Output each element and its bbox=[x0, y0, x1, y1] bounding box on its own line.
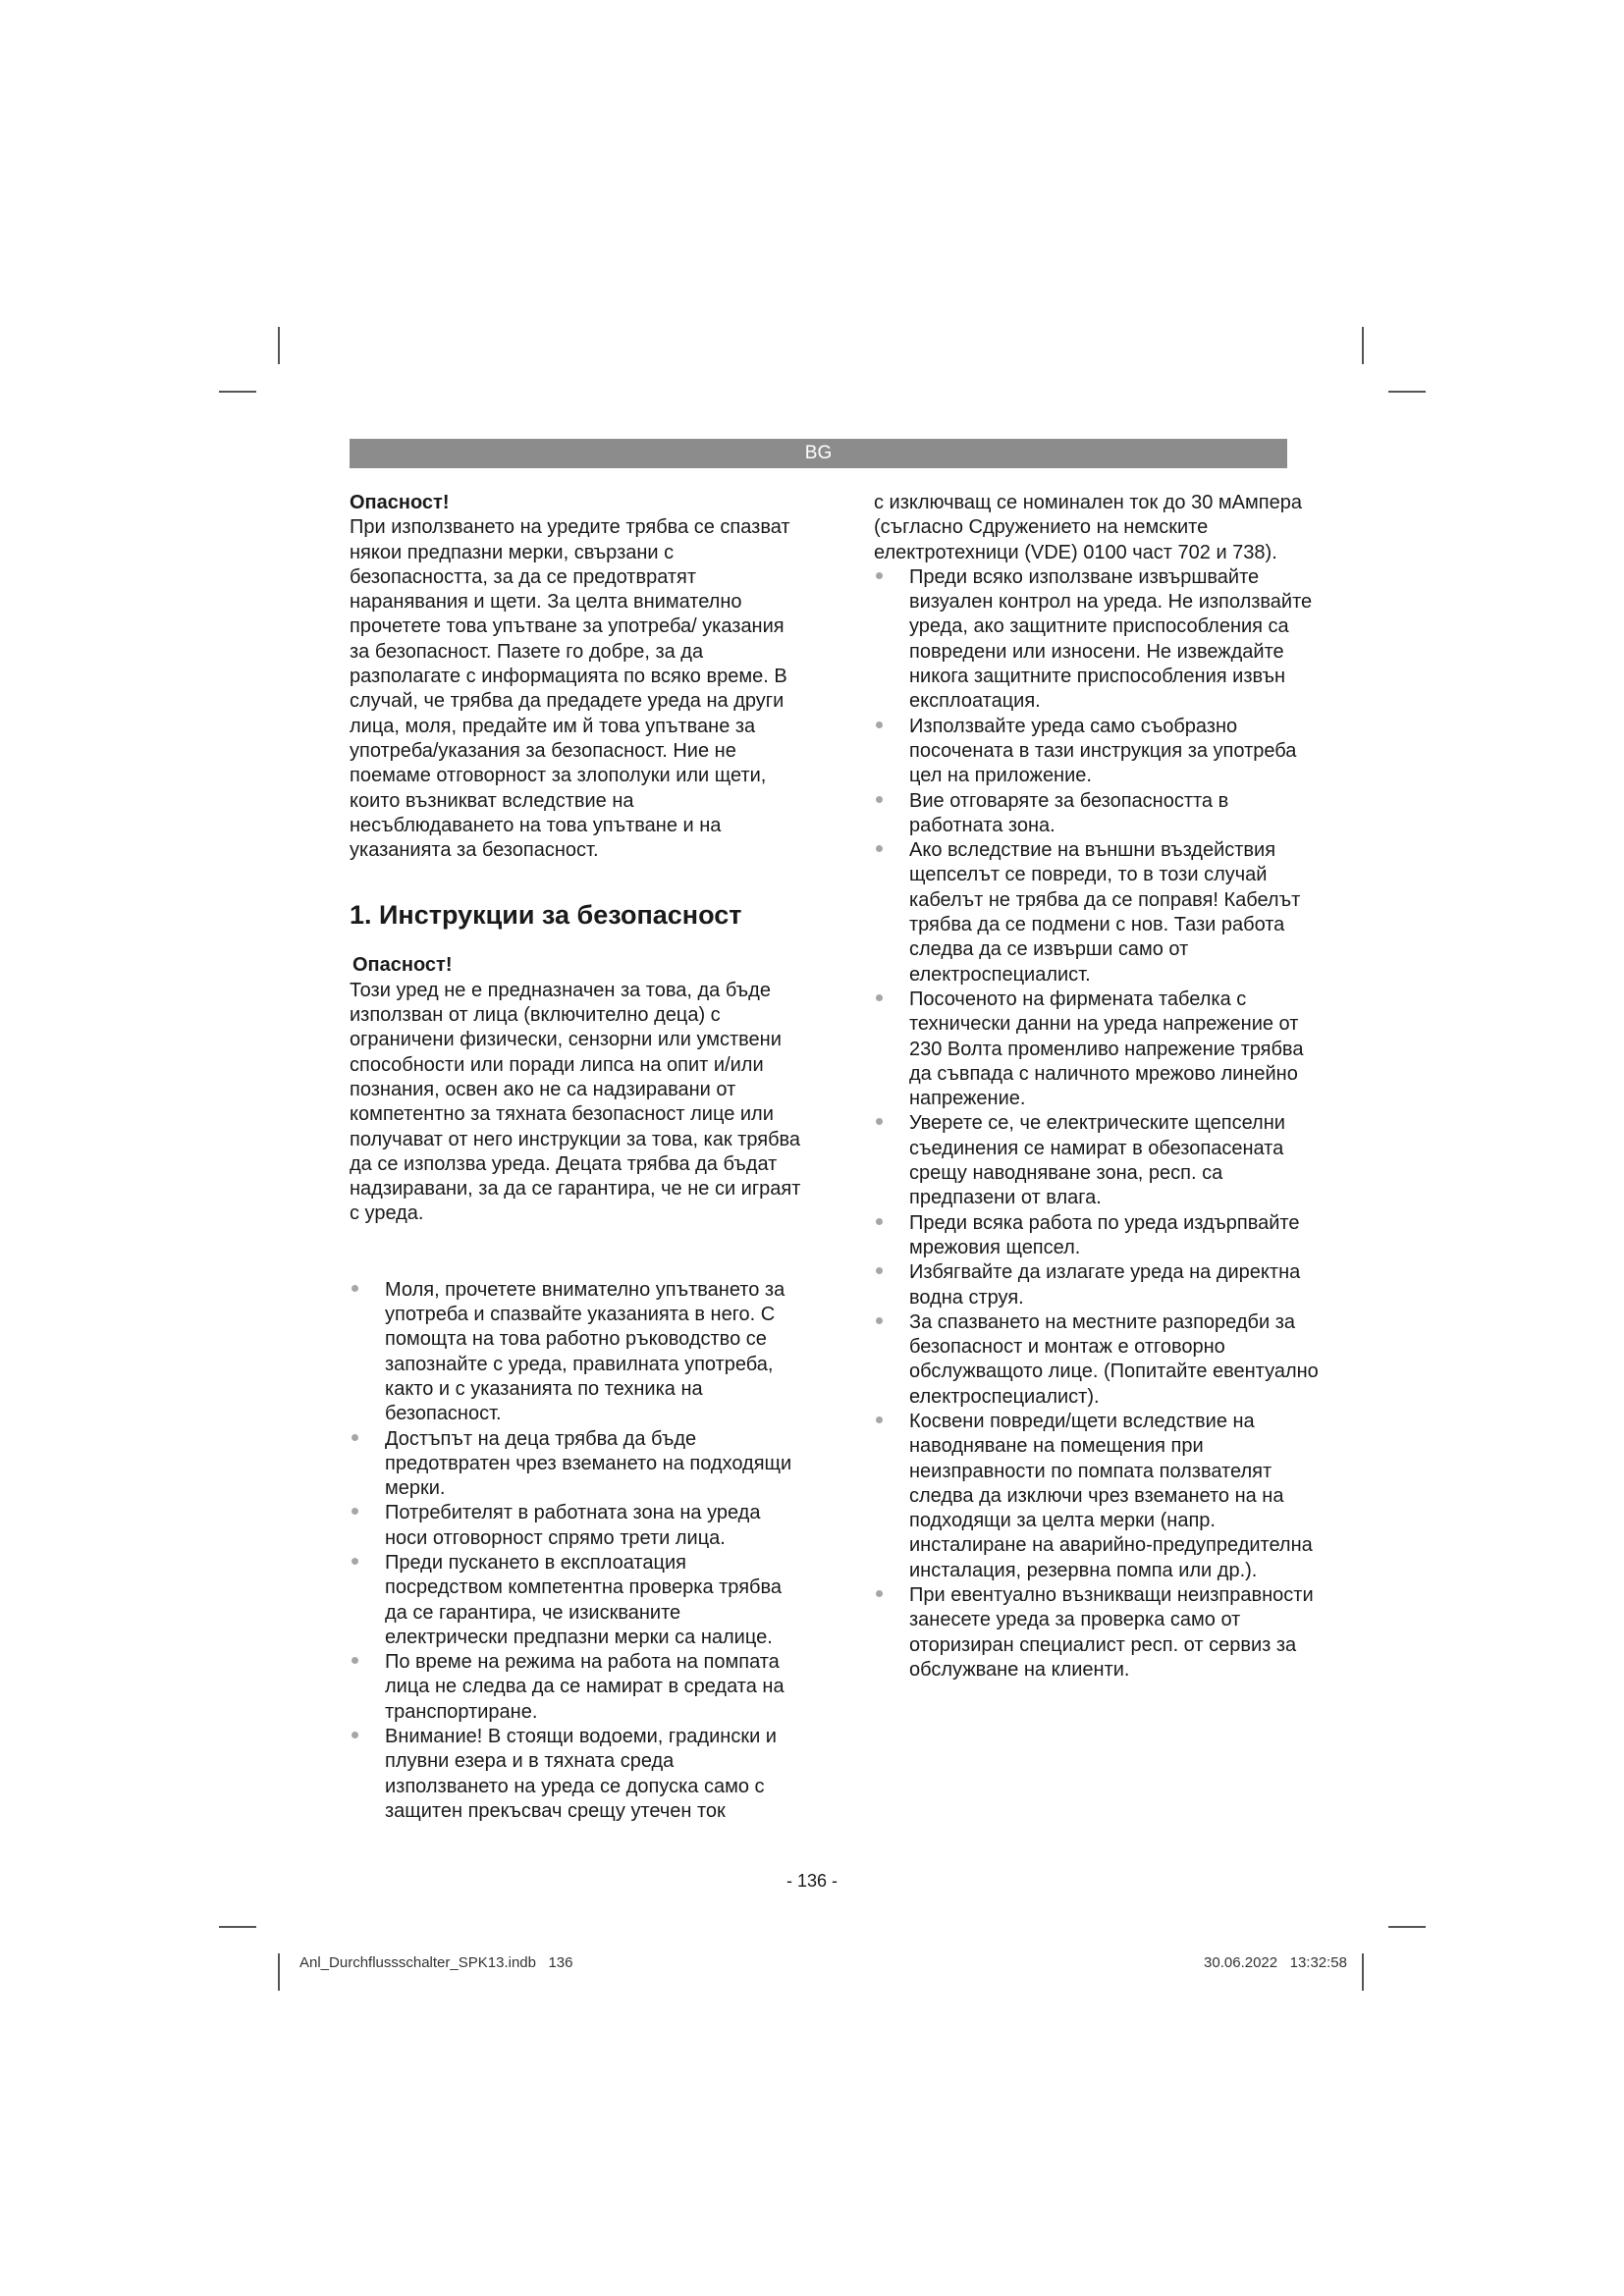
list-item: Посоченото на фирмената табелка с технически данни на уреда напрежение от 230 Волта променливо напрежение трябва да съвпада с наличното мрежово линейно напрежение. bbox=[874, 988, 1326, 1111]
warning-text: Този уред не е предназначен за това, да бъде използван от лица (включително деца) с ограничени физически, сензорни или умствени способности или поради липса на опит и/или познания, освен ако не са надзиравани от компетентно за тяхната безопасност лице или получават от него инструкции за това, как трябва да се използва уреда. Децата трябва да бъдат надзиравани, за да се гарантира, че не си играят с уреда. bbox=[350, 979, 801, 1225]
warning-text: При използването на уредите трябва се спазват някои предпазни мерки, свързани с безопасността, за да се предотвратят наранявания и щети. За целта внимателно прочетете това упътване за употреба/ указания за безопасност. Пазете го добре, за да разполагате с информацията по всяко време. В случай, че трябва да предадете уреда на други лица, моля, предайте им й това упътване за употреба/указания за безопасност. Ние не поемаме отговорност за злополуки или щети, които възникват вследствие на несъблюдаването на това упътване и на указанията за безопасност. bbox=[350, 516, 790, 862]
crop-mark bbox=[278, 327, 280, 364]
list-item: Потребителят в работната зона на уреда носи отговорност спрямо трети лица. bbox=[350, 1501, 801, 1551]
list-item: Използвайте уреда само съобразно посочената в тази инструкция за употреба цел на приложение. bbox=[874, 715, 1326, 789]
list-item: За спазването на местните разпоредби за безопасност и монтаж е отговорно обслужващото лице. (Попитайте евентуално електроспециалист). bbox=[874, 1310, 1326, 1410]
section-title: 1. Инструкции за безопасност bbox=[350, 900, 742, 931]
crop-mark bbox=[278, 1953, 280, 1991]
crop-mark bbox=[219, 1926, 256, 1928]
footer-file: Anl_Durchflussschalter_SPK13.indb 136 bbox=[299, 1954, 573, 1971]
crop-mark bbox=[1362, 327, 1364, 364]
right-column bbox=[874, 491, 1326, 1682]
safety-list bbox=[874, 565, 1326, 1682]
list-item: При евентуално възникващи неизправности занесете уреда за проверка само от оторизиран специалист респ. от сервиз за обслужване на клиенти. bbox=[874, 1583, 1326, 1682]
footer-datetime: 30.06.2022 13:32:58 bbox=[1204, 1954, 1347, 1971]
list-item: По време на режима на работа на помпата лица не следва да се намират в средата на транспортиране. bbox=[350, 1650, 801, 1725]
list-item: Преди пускането в експлоатация посредством компетентна проверка трябва да се гарантира, че изискваните електрически предпазни мерки са налице. bbox=[350, 1551, 801, 1650]
list-item: Моля, прочетете внимателно упътването за употреба и спазвайте указанията в него. С помощта на това работно ръководство се запознайте с уреда, правилната употреба, както и с указанията по техника на безопасност. bbox=[350, 1278, 801, 1427]
list-item: Внимание! В стоящи водоеми, градински и плувни езера и в тяхната среда използването на уреда се допуска само с защитен прекъсвач срещу утечен ток bbox=[350, 1725, 801, 1824]
warning-title: Опасност! bbox=[352, 954, 453, 977]
list-item: Преди всяко използване извършвайте визуален контрол на уреда. Не използвайте уреда, ако защитните приспособления са повредени или износени. Не извеждайте никога защитните приспособления извън експлоатация. bbox=[874, 565, 1326, 715]
list-item: Избягвайте да излагате уреда на директна водна струя. bbox=[874, 1260, 1326, 1310]
warning-title: Опасност! bbox=[350, 492, 450, 513]
left-column bbox=[350, 491, 801, 1824]
safety-list bbox=[350, 1278, 801, 1825]
crop-mark bbox=[1388, 1926, 1426, 1928]
list-item: Косвени повреди/щети вследствие на наводняване на помещения при неизправности по помпата ползвателят следва да изключи чрез вземането на на подходящи за целта мерки (напр. инсталиране на аварийно-предупредителна инсталация, резервна помпа или др.). bbox=[874, 1410, 1326, 1583]
continuation-text: с изключващ се номинален ток до 30 мАмпера (съгласно Сдружението на немските електротехници (VDE) 0100 част 702 и 738). bbox=[874, 492, 1302, 563]
list-item: Преди всяка работа по уреда издърпвайте мрежовия щепсел. bbox=[874, 1211, 1326, 1261]
list-item: Уверете се, че електрическите щепселни съединения се намират в обезопасената срещу наводняване зона, респ. са предпазени от влага. bbox=[874, 1111, 1326, 1210]
language-bar: BG bbox=[350, 439, 1287, 468]
crop-mark bbox=[1362, 1953, 1364, 1991]
page-number: - 136 - bbox=[785, 1871, 839, 1891]
crop-mark bbox=[219, 391, 256, 393]
list-item: Достъпът на деца трябва да бъде предотвратен чрез вземането на подходящи мерки. bbox=[350, 1427, 801, 1502]
crop-mark bbox=[1388, 391, 1426, 393]
list-item: Вие отговаряте за безопасността в работната зона. bbox=[874, 789, 1326, 839]
list-item: Ако вследствие на външни въздействия щепселът се повреди, то в този случай кабелът не трябва да се поправя! Кабелът трябва да се подмени с нов. Тази работа следва да се извърши само от електроспециалист. bbox=[874, 838, 1326, 988]
